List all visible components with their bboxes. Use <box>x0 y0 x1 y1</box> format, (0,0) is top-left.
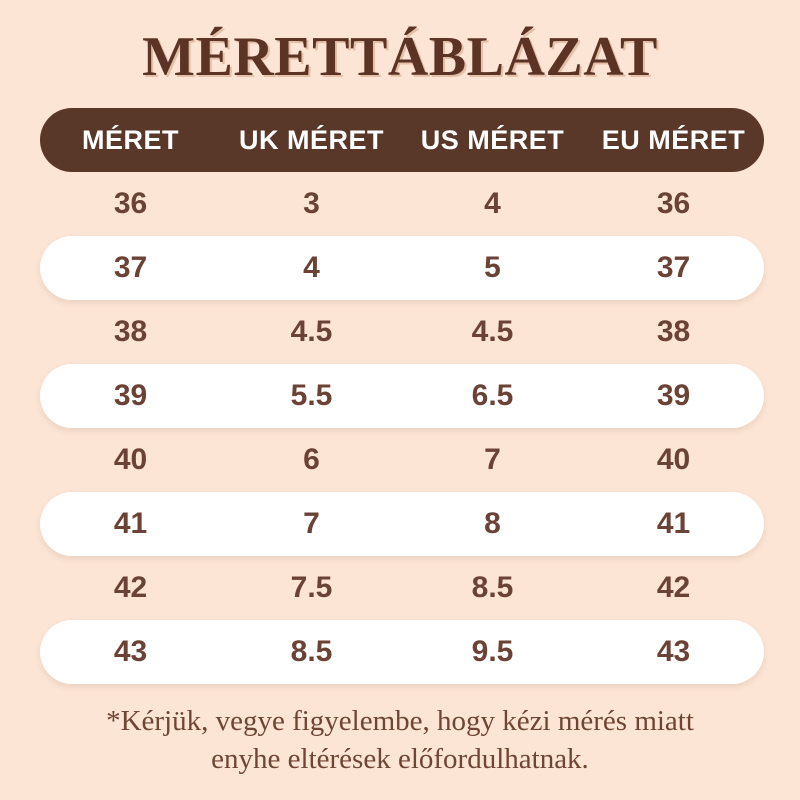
size-cell: 5 <box>484 251 501 284</box>
size-cell: 5.5 <box>290 379 333 412</box>
size-cell: 4 <box>484 187 501 220</box>
size-cell: 7 <box>303 507 320 540</box>
size-cell: 39 <box>656 379 691 412</box>
size-cell: 4.5 <box>471 315 514 348</box>
size-cell: 6 <box>303 443 320 476</box>
table-row <box>40 364 764 428</box>
size-cell: 43 <box>113 635 148 668</box>
size-cell: 37 <box>113 251 148 284</box>
table-row <box>40 492 764 556</box>
size-cell: 39 <box>113 379 148 412</box>
size-cell: 8 <box>484 507 501 540</box>
size-cell: 7.5 <box>290 571 333 604</box>
size-cell: 42 <box>113 571 148 604</box>
size-cell: 36 <box>656 187 691 220</box>
size-table <box>40 108 764 684</box>
table-row <box>40 172 764 236</box>
size-cell: 38 <box>113 315 148 348</box>
size-cell: 40 <box>656 443 691 476</box>
footer-note <box>0 702 800 778</box>
size-cell: 41 <box>113 507 148 540</box>
footer-note-line2: enyhe eltérések előfordulhatnak. <box>211 743 589 775</box>
size-cell: 8.5 <box>290 635 333 668</box>
size-cell: 42 <box>656 571 691 604</box>
page-title: MÉRETTÁBLÁZAT <box>142 26 658 88</box>
size-cell: 4.5 <box>290 315 333 348</box>
size-cell: 41 <box>656 507 691 540</box>
size-cell: 6.5 <box>471 379 514 412</box>
size-cell: 38 <box>656 315 691 348</box>
header-cell-uk-size: UK MÉRET <box>239 124 384 155</box>
size-cell: 8.5 <box>471 571 514 604</box>
table-header-row <box>40 108 764 172</box>
size-cell: 37 <box>656 251 691 284</box>
table-row <box>40 300 764 364</box>
header-cell-us-size: US MÉRET <box>420 124 565 155</box>
header-cell-eu-size: EU MÉRET <box>601 124 746 155</box>
header-cell-size: MÉRET <box>82 124 179 155</box>
table-row <box>40 620 764 684</box>
size-cell: 40 <box>113 443 148 476</box>
size-cell: 7 <box>484 443 501 476</box>
size-cell: 9.5 <box>471 635 514 668</box>
table-row <box>40 236 764 300</box>
size-cell: 3 <box>303 187 320 220</box>
size-cell: 43 <box>656 635 691 668</box>
table-row <box>40 556 764 620</box>
size-cell: 36 <box>113 187 148 220</box>
size-cell: 4 <box>303 251 320 284</box>
footer-note-line1: *Kérjük, vegye figyelembe, hogy kézi mérés miatt <box>106 705 694 737</box>
table-row <box>40 428 764 492</box>
